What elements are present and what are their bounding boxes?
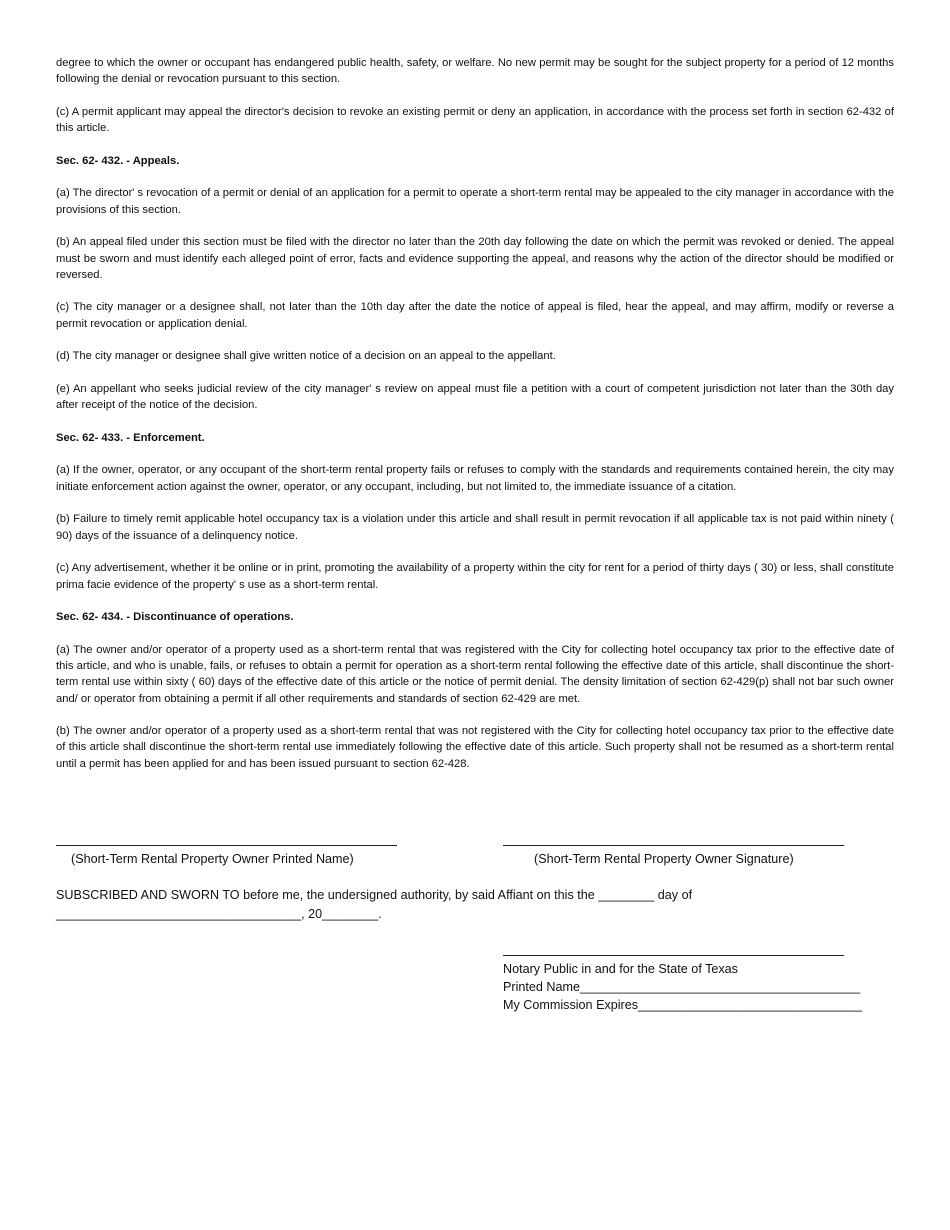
paragraph: (a) The owner and/or operator of a property used as a short-term rental that was registered with the City for collecting hotel occupancy tax prior to the effective date of this article, and who is unable, fails, or refuses to obtain a permit for operation as a short-term rental following the effective date of this article, shall discontinue the short-term rental use within sixty ( 60) days of the effective date of this article or the notice of permit denial. The density limitation of section 62-429(p) shall not bar such owner and/ or operator from obtaining a permit if all other requirements and standards of section 62-429 are met.: [56, 643, 894, 705]
notary-printed-name-field[interactable]: Printed Name________________________________________: [503, 980, 861, 994]
section-heading-appeals: Sec. 62- 432. - Appeals.: [56, 154, 180, 167]
paragraph: (b) Failure to timely remit applicable hotel occupancy tax is a violation under this article and shall result in permit revocation if all applicable tax is not paid within ninety ( 90) days of the issuance of a delinquency notice.: [56, 513, 894, 542]
paragraph: (d) The city manager or designee shall give written notice of a decision on an appeal to the appellant.: [56, 350, 556, 363]
paragraph: (a) The director' s revocation of a permit or denial of an application for a permit to operate a short-term rental may be appealed to the city manager in accordance with the provisions of this section.: [56, 187, 894, 216]
paragraph: (b) The owner and/or operator of a property used as a short-term rental that was not registered with the City for collecting hotel occupancy tax prior to the effective date of this article shall discontinue the short-term rental use immediately following the effective date of this article. Such property shall not be resumed as a short-term rental until a permit has been applied for and has been issued pursuant to section 62-428.: [56, 725, 894, 770]
section-heading-enforcement: Sec. 62- 433. - Enforcement.: [56, 431, 205, 444]
signature-line[interactable]: [503, 845, 844, 846]
paragraph: (c) A permit applicant may appeal the director's decision to revoke an existing permit or deny an application, in accordance with the process set forth in section 62-432 of this article.: [56, 105, 894, 135]
notary-title: Notary Public in and for the State of Texas: [503, 962, 738, 976]
paragraph: (b) An appeal filed under this section must be filed with the director no later than the 20th day following the date on which the permit was revoked or denied. The appeal must be sworn and must identify each alleged point of error, facts and evidence supporting the appeal, and reasons why the action of the director should be modified or reversed.: [56, 236, 894, 281]
sworn-statement-line2: ___________________________________, 20________.: [56, 907, 382, 921]
printed-name-label: (Short-Term Rental Property Owner Printed Name): [71, 852, 354, 866]
ordinance-text: [56, 55, 894, 788]
sworn-statement-line1: SUBSCRIBED AND SWORN TO before me, the undersigned authority, by said Affiant on this the ________ day of: [56, 888, 693, 902]
notary-signature-line[interactable]: [503, 955, 844, 956]
paragraph: (c) The city manager or a designee shall, not later than the 10th day after the date the notice of appeal is filed, hear the appeal, and may affirm, modify or reverse a permit revocation or application denial.: [56, 301, 894, 330]
printed-name-line[interactable]: [56, 845, 397, 846]
section-heading-discontinuance: Sec. 62- 434. - Discontinuance of operations.: [56, 611, 294, 624]
notary-commission-field[interactable]: My Commission Expires________________________________: [503, 998, 863, 1012]
signature-label: (Short-Term Rental Property Owner Signature): [534, 852, 794, 866]
paragraph: (c) Any advertisement, whether it be online or in print, promoting the availability of a property within the city for rent for a period of thirty days ( 30) or less, shall constitute prima facie evidence of the property' s use as a short-term rental.: [56, 562, 894, 591]
paragraph: degree to which the owner or occupant has endangered public health, safety, or welfare. No new permit may be sought for the subject property for a period of 12 months following the denial or revocation pursuant to this section.: [56, 57, 894, 86]
paragraph: (a) If the owner, operator, or any occupant of the short-term rental property fails or refuses to comply with the standards and requirements contained herein, the city may initiate enforcement action against the owner, operator, or any occupant, including, but not limited to, the immediate issuance of a citation.: [56, 464, 894, 493]
paragraph: (e) An appellant who seeks judicial review of the city manager' s review on appeal must file a petition with a court of competent jurisdiction not later than the 30th day after receipt of the notice of the decision.: [56, 382, 894, 412]
